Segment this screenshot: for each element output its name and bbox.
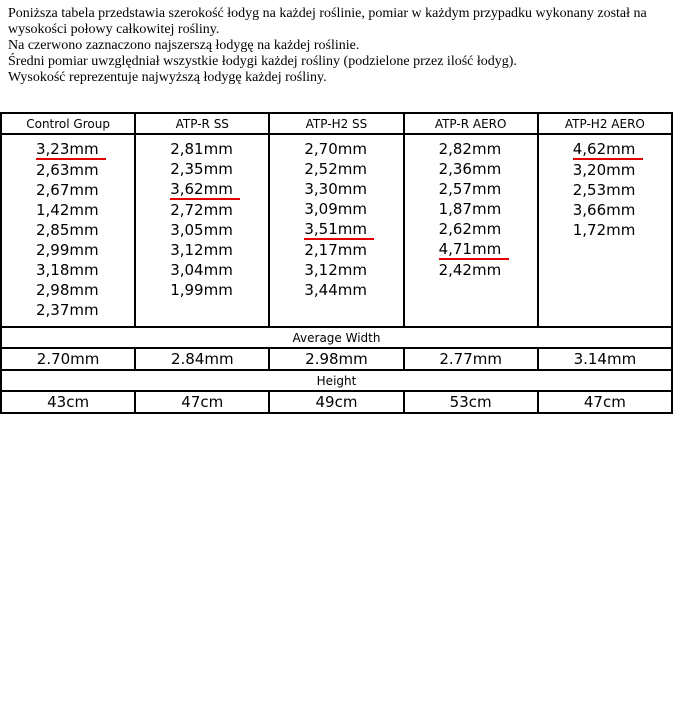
col-atp-h2-aero [538,134,672,327]
measurement-max: 3,23mm [36,139,106,160]
measurement: 2,57mm [438,180,502,198]
measurement: 2,99mm [36,241,99,259]
measurement: 2,36mm [438,160,502,178]
measurement: 2,53mm [572,181,636,199]
measurement: 1,87mm [438,200,502,218]
header-row [1,113,672,134]
measurement: 3,18mm [36,261,99,279]
measurement: 2,81mm [170,140,233,158]
intro-text [8,6,668,86]
height-row [1,391,672,413]
measurement: 2,85mm [36,221,99,239]
measurement: 2,70mm [304,140,367,158]
intro-line-4: Wysokość reprezentuje najwyższą łodygę każdej rośliny. [8,70,327,85]
header-control-group: Control Group [1,113,135,134]
average-width-value: 2.84mm [135,348,269,370]
measurement: 2,98mm [36,281,99,299]
header-atp-h2-aero: ATP-H2 AERO [538,113,672,134]
average-width-label: Average Width [1,327,672,348]
intro-line-2: Na czerwono zaznaczono najszerszą łodygę na każdej roślinie. [8,38,360,53]
measurement: 1,42mm [36,201,99,219]
height-value: 49cm [269,391,403,413]
average-width-value: 2.77mm [404,348,538,370]
measurement: 3,12mm [304,261,367,279]
measurement: 2,67mm [36,181,99,199]
stem-width-table [0,112,673,414]
measurement: 3,05mm [170,221,233,239]
average-width-value: 3.14mm [538,348,672,370]
measurement-max: 4,62mm [573,139,643,160]
header-atp-r-ss: ATP-R SS [135,113,269,134]
measurements-row [1,134,672,327]
measurement: 2,63mm [36,161,99,179]
height-value: 43cm [1,391,135,413]
measurement: 2,72mm [170,201,233,219]
height-value: 47cm [135,391,269,413]
measurement: 3,04mm [170,261,233,279]
header-atp-r-aero: ATP-R AERO [404,113,538,134]
measurement: 3,20mm [572,161,636,179]
intro-line-3: Średni pomiar uwzględniał wszystkie łodygi każdej rośliny (podzielone przez ilość łodyg). [8,54,517,69]
measurement: 1,72mm [572,221,636,239]
measurement: 2,82mm [438,140,502,158]
measurement: 2,42mm [438,261,502,279]
measurement: 3,44mm [304,281,367,299]
average-width-value: 2.98mm [269,348,403,370]
average-width-value: 2.70mm [1,348,135,370]
col-atp-r-aero [404,134,538,327]
measurement-max: 3,51mm [304,219,374,240]
intro-line-1: Poniższa tabela przedstawia szerokość łodyg na każdej roślinie, pomiar w każdym przypadku wykonany został na wysokości połowy całkowitej rośliny. [8,6,647,37]
measurement: 2,17mm [304,241,367,259]
measurement: 3,12mm [170,241,233,259]
height-value: 53cm [404,391,538,413]
average-width-label-row [1,327,672,348]
average-width-row [1,348,672,370]
measurement: 3,30mm [304,180,367,198]
measurement: 2,35mm [170,160,233,178]
col-atp-h2-ss [269,134,403,327]
measurement: 3,09mm [304,200,367,218]
col-control-group [1,134,135,327]
measurement-max: 4,71mm [439,239,509,260]
measurement-max: 3,62mm [170,179,240,200]
header-atp-h2-ss: ATP-H2 SS [269,113,403,134]
measurement: 1,99mm [170,281,233,299]
measurement: 2,62mm [438,220,502,238]
height-label-row [1,370,672,391]
height-label: Height [1,370,672,391]
measurement: 3,66mm [572,201,636,219]
col-atp-r-ss [135,134,269,327]
height-value: 47cm [538,391,672,413]
measurement: 2,52mm [304,160,367,178]
measurement: 2,37mm [36,301,99,319]
